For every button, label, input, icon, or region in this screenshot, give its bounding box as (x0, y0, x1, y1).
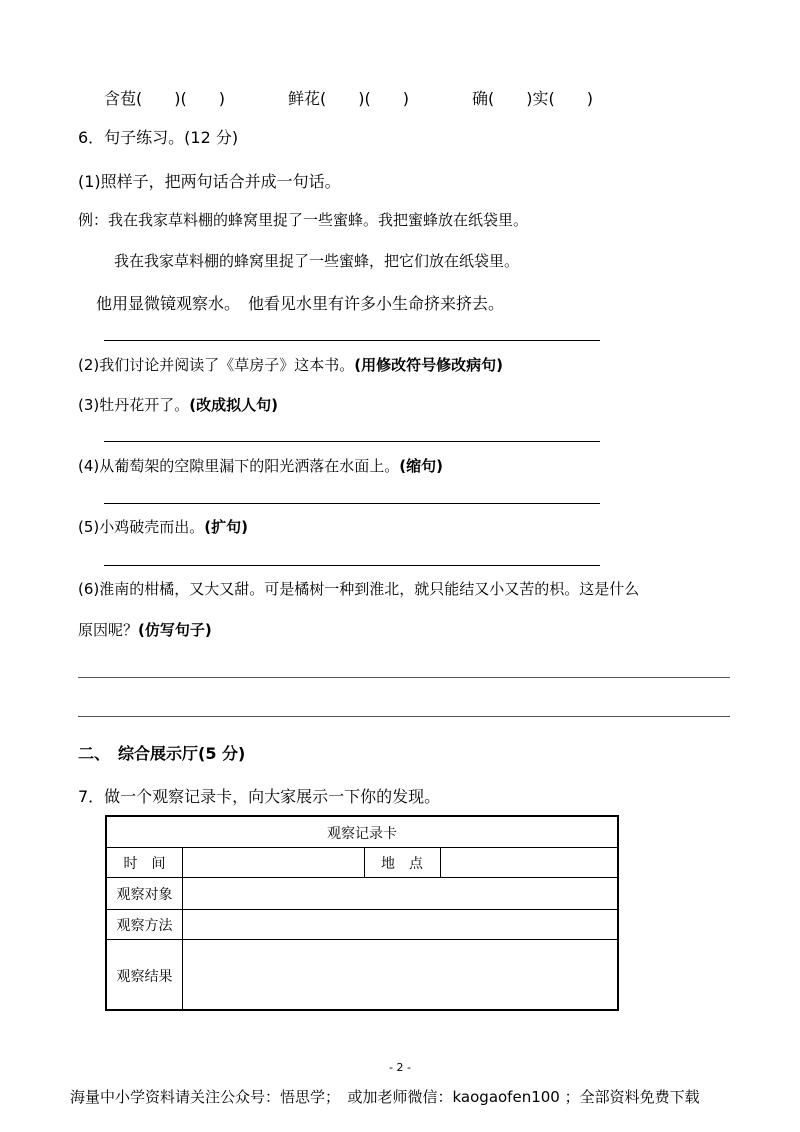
section-2-title: 二、 综合展示厅(5 分) (78, 744, 246, 763)
card-title: 观察记录卡 (327, 826, 397, 842)
word-item-2: 鲜花( )( ) (288, 89, 409, 108)
question-6-part6: (6)淮南的柑橘，又大又甜。可是橘树一种到淮北，就只能结又小又苦的枳。这是什么 (78, 580, 640, 598)
result-label: 观察结果 (116, 969, 173, 985)
answer-line-5[interactable] (104, 565, 600, 566)
time-field[interactable] (183, 848, 364, 877)
time-label: 时 间 (123, 856, 166, 872)
object-field[interactable] (183, 878, 617, 909)
question-6-part3 (78, 394, 278, 415)
part6-text2: 原因呢？ (78, 621, 139, 639)
task-sentences: 他用显微镜观察水。 他看见水里有许多小生命挤来挤去。 (96, 294, 505, 313)
word-item-3: 确( )实( ) (472, 89, 593, 108)
place-label: 地 点 (381, 856, 423, 872)
method-field[interactable] (183, 910, 617, 939)
object-label: 观察对象 (116, 887, 173, 903)
method-label: 观察方法 (116, 918, 173, 934)
part3-hint: (改成拟人句) (189, 396, 278, 414)
answer-line-3[interactable] (104, 441, 600, 442)
observation-card (105, 815, 619, 1011)
part6-hint: (仿写句子) (138, 621, 212, 639)
result-field[interactable] (183, 940, 617, 1011)
part5-hint: (扩句) (204, 518, 248, 536)
question-7: 7．做一个观察记录卡，向大家展示一下你的发现。 (78, 787, 441, 806)
part4-text: (4)从葡萄架的空隙里漏下的阳光洒落在水面上。 (78, 457, 400, 475)
part5-text: (5)小鸡破壳而出。 (78, 518, 205, 536)
question-6-title: 6．句子练习。(12 分) (78, 128, 239, 147)
footer-notice: 海量中小学资料请关注公众号：悟思学； 或加老师微信：kaogaofen100 ；全部资料免费下载 (70, 1088, 700, 1106)
part2-hint: (用修改符号修改病句) (354, 356, 503, 374)
example-line-2: 我在我家草料棚的蜂窝里捉了一些蜜蜂，把它们放在纸袋里。 (114, 252, 520, 270)
question-6-part1: (1)照样子，把两句话合并成一句话。 (78, 172, 341, 191)
page-number: - 2 - (389, 1061, 411, 1074)
question-6-part6-cont (78, 619, 212, 640)
part3-text: (3)牡丹花开了。 (78, 396, 190, 414)
answer-line-4[interactable] (104, 503, 600, 504)
word-item-1: 含苞( )( ) (104, 89, 225, 108)
question-6-part4 (78, 455, 443, 476)
part4-hint: (缩句) (399, 457, 443, 475)
example-line-1: 例：我在我家草料棚的蜂窝里捉了一些蜜蜂。我把蜜蜂放在纸袋里。 (78, 211, 529, 229)
answer-line-6b[interactable] (78, 716, 730, 717)
question-6-part5 (78, 516, 248, 537)
question-6-part2 (78, 354, 503, 375)
answer-line-1[interactable] (104, 340, 600, 341)
place-field[interactable] (441, 848, 617, 877)
part2-text: (2)我们讨论并阅读了《草房子》这本书。 (78, 356, 355, 374)
answer-line-6a[interactable] (78, 677, 730, 678)
